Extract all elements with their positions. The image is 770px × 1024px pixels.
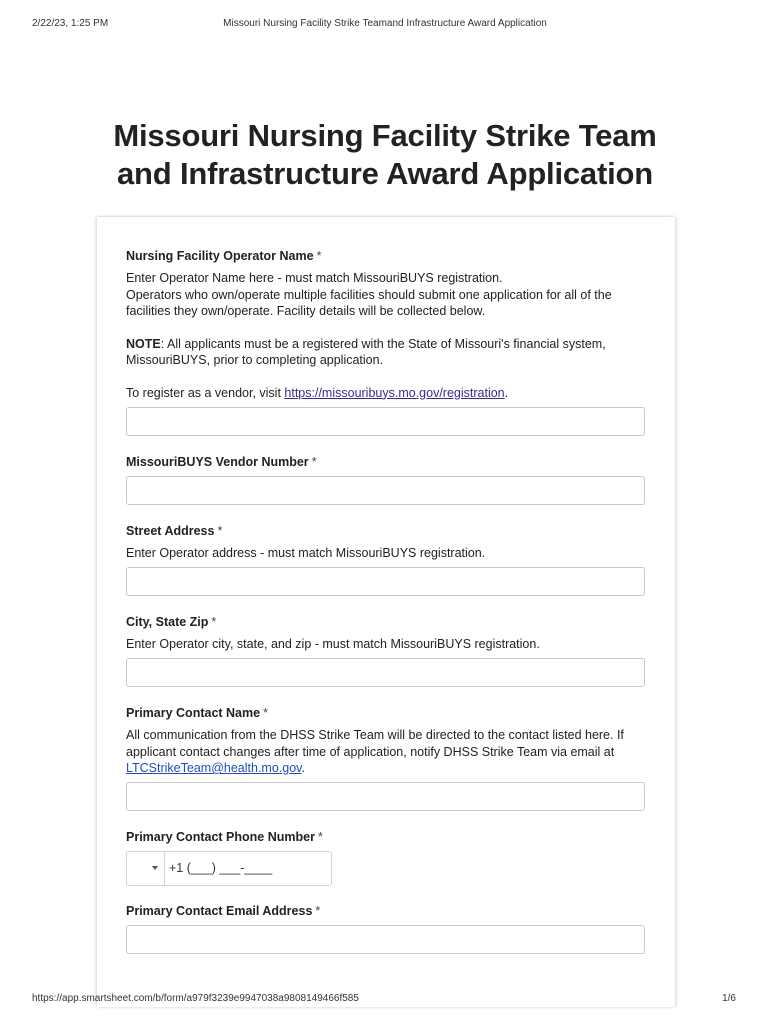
required-marker: * (316, 249, 322, 263)
vendor-number-label: MissouriBUYS Vendor Number * (126, 455, 317, 469)
page-title-line-1: Missouri Nursing Facility Strike Team (113, 118, 657, 153)
city-state-zip-label: City, State Zip * (126, 615, 217, 629)
vendor-number-field (126, 454, 646, 470)
operator-name-label: Nursing Facility Operator Name * (126, 249, 322, 263)
contact-name-help (126, 727, 646, 777)
street-address-field (126, 523, 646, 562)
operator-name-input[interactable] (126, 407, 645, 436)
phone-input-group (126, 851, 332, 886)
phone-number-input[interactable]: +1 (___) ___-____ (169, 861, 273, 875)
city-state-zip-field (126, 614, 646, 653)
street-address-label: Street Address * (126, 524, 223, 538)
contact-email-label: Primary Contact Email Address * (126, 904, 321, 918)
note-text: : All applicants must be a registered with the State of Missouri's financial system, MissouriBUYS, prior to completing application. (126, 336, 606, 367)
contact-name-field (126, 705, 646, 777)
contact-help-period: . (301, 761, 305, 775)
print-footer (0, 990, 770, 1004)
page-title (100, 117, 670, 193)
contact-help-text: All communication from the DHSS Strike Team will be directed to the contact listed here. If applicant contact changes after time of application, notify DHSS Strike Team via email at (126, 728, 624, 759)
chevron-down-icon (152, 866, 158, 870)
strike-team-email-link[interactable]: LTCStrikeTeam@health.mo.gov (126, 761, 302, 775)
street-address-input[interactable] (126, 567, 645, 596)
print-url: https://app.smartsheet.com/b/form/a979f3239e9947038a9808149466f585 (32, 993, 359, 1004)
note-label: NOTE (126, 336, 161, 351)
register-period: . (504, 385, 509, 400)
required-marker: * (315, 904, 321, 918)
register-text: To register as a vendor, visit (126, 385, 285, 400)
contact-email-input[interactable] (126, 925, 645, 954)
vendor-number-input[interactable] (126, 476, 645, 505)
contact-phone-label: Primary Contact Phone Number * (126, 830, 323, 844)
page-title-line-2: and Infrastructure Award Application (117, 156, 653, 191)
print-doc-title: Missouri Nursing Facility Strike Teamand Infrastructure Award Application (223, 18, 547, 29)
contact-name-label: Primary Contact Name * (126, 706, 268, 720)
city-state-zip-input[interactable] (126, 658, 645, 687)
city-state-zip-help: Enter Operator city, state, and zip - must match MissouriBUYS registration. (126, 637, 540, 651)
operator-help-line-1: Enter Operator Name here - must match MissouriBUYS registration. (126, 271, 503, 285)
contact-name-input[interactable] (126, 782, 645, 811)
operator-name-field (126, 248, 646, 401)
print-date: 2/22/23, 1:25 PM (32, 18, 109, 29)
required-marker: * (211, 615, 217, 629)
required-marker: * (263, 706, 268, 720)
operator-help-line-2: Operators who own/operate multiple facilities should submit one application for all of the facilities they own/operate. Facility details will be collected below. (126, 287, 612, 318)
registration-link[interactable]: https://missouribuys.mo.gov/registration (284, 385, 505, 400)
page-number: 1/6 (722, 993, 736, 1004)
required-marker: * (317, 830, 323, 844)
country-code-dropdown[interactable] (127, 852, 165, 885)
contact-email-field (126, 903, 646, 919)
required-marker: * (311, 455, 317, 469)
operator-name-help (126, 270, 646, 401)
contact-phone-field (126, 829, 646, 845)
required-marker: * (217, 524, 223, 538)
print-header (0, 14, 770, 28)
street-address-help: Enter Operator address - must match MissouriBUYS registration. (126, 546, 486, 560)
